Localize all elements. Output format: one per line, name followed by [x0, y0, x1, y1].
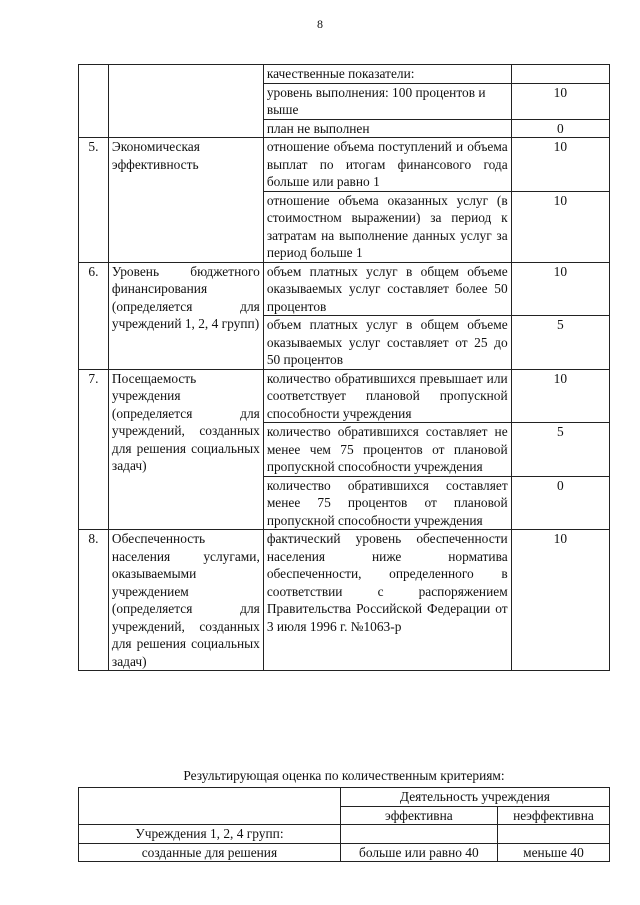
criterion-name: Экономическая эффективность — [108, 138, 263, 263]
score-value: 0 — [511, 476, 609, 530]
table-row — [79, 65, 610, 84]
empty-cell — [497, 825, 609, 844]
criteria-table — [78, 64, 610, 671]
group-label: Учреждения 1, 2, 4 групп: — [79, 825, 341, 844]
table-row — [79, 825, 610, 844]
criterion-name — [108, 65, 263, 138]
result-corner-cell — [79, 788, 341, 825]
score-value: 10 — [511, 262, 609, 316]
condition-text: отношение объема оказанных услуг (в стоимостном выражении) за период к затратам на выполнение данных услуг за период больше 1 — [263, 191, 511, 262]
criterion-name: Посещаемость учреждения (определяется для учреждений, созданных для решения социальных задач) — [108, 369, 263, 530]
condition-text: объем платных услуг в общем объеме оказываемых услуг составляет от 25 до 50 процентов — [263, 316, 511, 370]
criterion-name: Уровень бюджетного финансирования (определяется для учреждений 1, 2, 4 групп) — [108, 262, 263, 369]
criterion-number: 7. — [79, 369, 109, 530]
condition-text: уровень выполнения: 100 процентов и выше — [263, 83, 511, 119]
empty-cell — [340, 825, 497, 844]
score-value: 5 — [511, 316, 609, 370]
condition-text: количество обратившихся превышает или соответствует плановой пропускной способности учреждения — [263, 369, 511, 423]
score-value: 0 — [511, 119, 609, 138]
score-value: 10 — [511, 138, 609, 192]
page-number: 8 — [317, 17, 323, 31]
table-row — [79, 788, 610, 807]
criterion-number: 8. — [79, 530, 109, 671]
condition-text: план не выполнен — [263, 119, 511, 138]
score-value: 10 — [511, 191, 609, 262]
activity-header: Деятельность учреждения — [340, 788, 609, 807]
result-heading: Результирующая оценка по количественным критериям: — [183, 768, 505, 783]
score-value: 10 — [511, 369, 609, 423]
group-label: созданные для решения — [79, 843, 341, 862]
table-row — [79, 843, 610, 862]
score-value: 5 — [511, 423, 609, 477]
effective-threshold: больше или равно 40 — [340, 843, 497, 862]
ineffective-header: неэффективна — [497, 806, 609, 825]
effective-header: эффективна — [340, 806, 497, 825]
score-value: 10 — [511, 530, 609, 671]
criterion-name: Обеспеченность населения услугами, оказываемыми учреждением (определяется для учреждений, созданных для решения социальных задач) — [108, 530, 263, 671]
result-table — [78, 787, 610, 862]
criterion-number: 5. — [79, 138, 109, 263]
table-row — [79, 262, 610, 316]
score-value: 10 — [511, 83, 609, 119]
condition-text: фактический уровень обеспеченности населения ниже норматива обеспеченности, определенного в соответствии с распоряжением Правительства Российской Федерации от 3 июля 1996 г. №1063-р — [263, 530, 511, 671]
score-value — [511, 65, 609, 84]
criterion-number — [79, 65, 109, 138]
ineffective-threshold: меньше 40 — [497, 843, 609, 862]
condition-text: количество обратившихся составляет не менее чем 75 процентов от плановой пропускной способности учреждения — [263, 423, 511, 477]
table-row — [79, 530, 610, 671]
condition-text: отношение объема поступлений и объема выплат по итогам финансового года больше или равно 1 — [263, 138, 511, 192]
condition-text: количество обратившихся составляет менее 75 процентов от плановой пропускной способности учреждения — [263, 476, 511, 530]
condition-text: качественные показатели: — [263, 65, 511, 84]
criterion-number: 6. — [79, 262, 109, 369]
table-row — [79, 369, 610, 423]
table-row — [79, 138, 610, 192]
condition-text: объем платных услуг в общем объеме оказываемых услуг составляет более 50 процентов — [263, 262, 511, 316]
